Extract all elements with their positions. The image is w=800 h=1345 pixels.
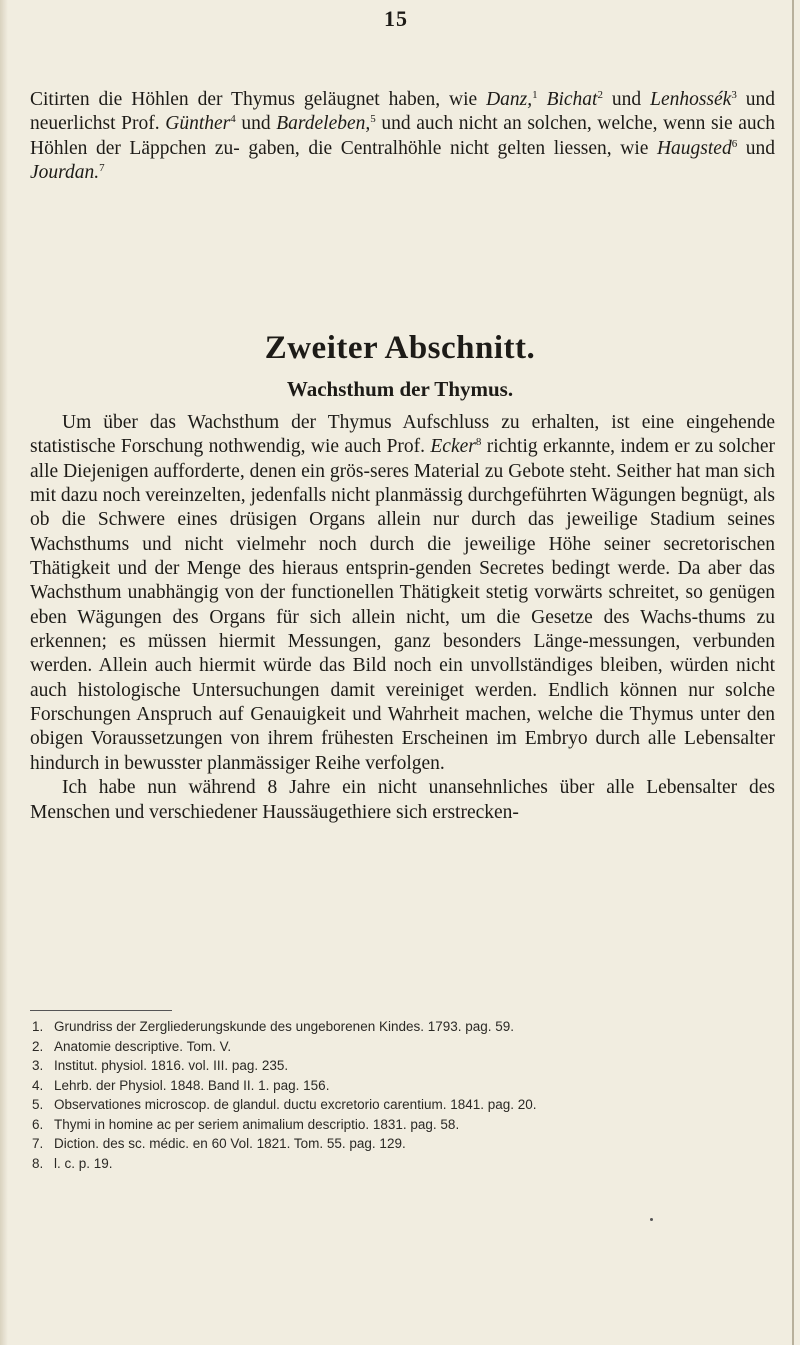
footnote-number: 6. xyxy=(32,1116,44,1132)
paragraph: Ich habe nun während 8 Jahre ein nicht unansehnliches über alle Lebensalter des Menschen und verschiedener Haussäugethiere sich erstrecken- xyxy=(30,777,775,823)
footnote-text: Thymi in homine ac per seriem animalium descriptio. 1831. pag. 58. xyxy=(54,1116,460,1132)
footnote-number: 3. xyxy=(32,1058,44,1073)
footnote-ref: 1 xyxy=(532,89,538,101)
page-edge-shadow xyxy=(0,0,8,1345)
footnote-text: Anatomie descriptive. Tom. V. xyxy=(54,1038,232,1054)
footnote xyxy=(30,1134,770,1154)
intro-text: und xyxy=(235,113,277,135)
main-text xyxy=(30,411,775,825)
intro-text: und xyxy=(375,113,411,135)
footnote xyxy=(30,1115,770,1135)
footnote xyxy=(30,1095,770,1115)
intro-text: Citirten die Höhlen der Thymus geläugnet haben, wie xyxy=(30,89,487,110)
author-name: Günther xyxy=(165,113,231,135)
intro-text: gaben, die Centralhöhle nicht gelten liessen, wie xyxy=(248,137,657,159)
footnote-ref: 8 xyxy=(475,436,482,449)
footnote xyxy=(30,1037,770,1057)
author-name: Ecker xyxy=(430,436,476,458)
footnote-ref: 2 xyxy=(597,89,603,101)
intro-text: auch nicht an solchen, welche, wenn sie auch Höhlen der Läppchen zu- xyxy=(30,113,776,159)
footnote-text: Observationes microscop. de glandul. ductu excretorio carentium. 1841. pag. 20. xyxy=(54,1097,537,1112)
footnote-ref: 4 xyxy=(230,113,236,126)
footnote-number: 1. xyxy=(32,1019,44,1034)
footnote-ref: 6 xyxy=(731,137,738,150)
footnote-ref: 7 xyxy=(99,161,105,174)
author-name: Danz, xyxy=(486,89,533,110)
author-name: Bardeleben, xyxy=(276,113,371,135)
author-name: Jourdan. xyxy=(30,161,100,183)
page-number: 15 xyxy=(384,6,408,31)
footnote-number: 4. xyxy=(32,1077,44,1093)
author-name: Haugsted xyxy=(656,137,732,159)
author-name: Bichat xyxy=(546,89,598,110)
paragraph xyxy=(30,411,775,776)
intro-text: und xyxy=(611,89,651,110)
intro-text: und xyxy=(737,137,776,159)
paragraph-text: Um über das Wachsthum der Thymus Aufschluss zu erhalten, ist eine eingehende statistische Forschung nothwendig, wie auch Prof. xyxy=(30,412,775,458)
footnote-number: 2. xyxy=(32,1038,44,1054)
ink-speck xyxy=(650,1218,653,1221)
section-title: Zweiter Abschnitt. xyxy=(264,330,536,366)
section-subtitle: Wachsthum der Thymus. xyxy=(286,377,514,401)
intro-text: und neuerlichst Prof. xyxy=(30,89,776,135)
footnote-text: l. c. p. 19. xyxy=(54,1155,113,1171)
footnote-number: 8. xyxy=(32,1155,44,1171)
footnote-text: Institut. physiol. 1816. vol. III. pag. 235. xyxy=(54,1058,289,1073)
paragraph-text: richtig erkannte, indem er zu solcher alle Diejenigen aufforderte, denen ein grös-seres Material zu Gebote steht. Seither hat man sich mit dazu noch vereinzelten, jedenfalls nicht planmässig durchgeführten Wägungen begnügt, als ob die Schwere eines drüsigen Organs allein nur durch das jeweilige Stadium seines Wachsthums und nicht vielmehr noch durch die jeweilige Höhe seiner secretorischen Thätigkeit und der Menge des hieraus entsprin-genden Secretes bedingt werde. Da aber das Wachsthum unabhängig von der functionellen Thätigkeit stetig vorwärts schreitet, so genügen eben Wägungen des Organs für sich allein nicht, um die Gesetze des Wachs-thums zu erkennen; es müssen hiermit Messungen, ganz besonders Länge-messungen, verbunden werden. Allein auch hiermit würde das Bild noch ein unvollständiges bleiben, würden nicht auch histologische Untersuchungen damit vereiniget werden. Endlich können nur solche Forschungen Anspruch auf Genauigkeit und Wahrheit machen, welche die Thymus unter den obigen Voraussetzungen von ihrem frühesten Erscheinen im Embryo durch alle Lebensalter hindurch in bewusster planmässiger Reihe verfolgen. xyxy=(30,436,775,774)
footnote xyxy=(30,1154,770,1174)
intro-paragraph xyxy=(30,88,775,185)
footnote xyxy=(30,1076,770,1096)
footnote-divider xyxy=(30,1010,172,1011)
footnote-text: Grundriss der Zergliederungskunde des ungeborenen Kindes. 1793. pag. 59. xyxy=(54,1019,515,1034)
footnote-ref: 5 xyxy=(370,113,376,126)
footnote-text: Lehrb. der Physiol. 1848. Band II. 1. pag. 156. xyxy=(54,1077,330,1093)
footnotes xyxy=(30,1017,770,1173)
page-right-border xyxy=(792,0,794,1345)
footnote xyxy=(30,1017,770,1037)
footnote-text: Diction. des sc. médic. en 60 Vol. 1821. Tom. 55. pag. 129. xyxy=(54,1136,406,1151)
footnote xyxy=(30,1056,770,1076)
author-name: Lenhossék xyxy=(650,89,732,110)
footnote-ref: 3 xyxy=(731,89,737,101)
footnote-number: 7. xyxy=(32,1136,44,1151)
footnote-number: 5. xyxy=(32,1097,44,1112)
